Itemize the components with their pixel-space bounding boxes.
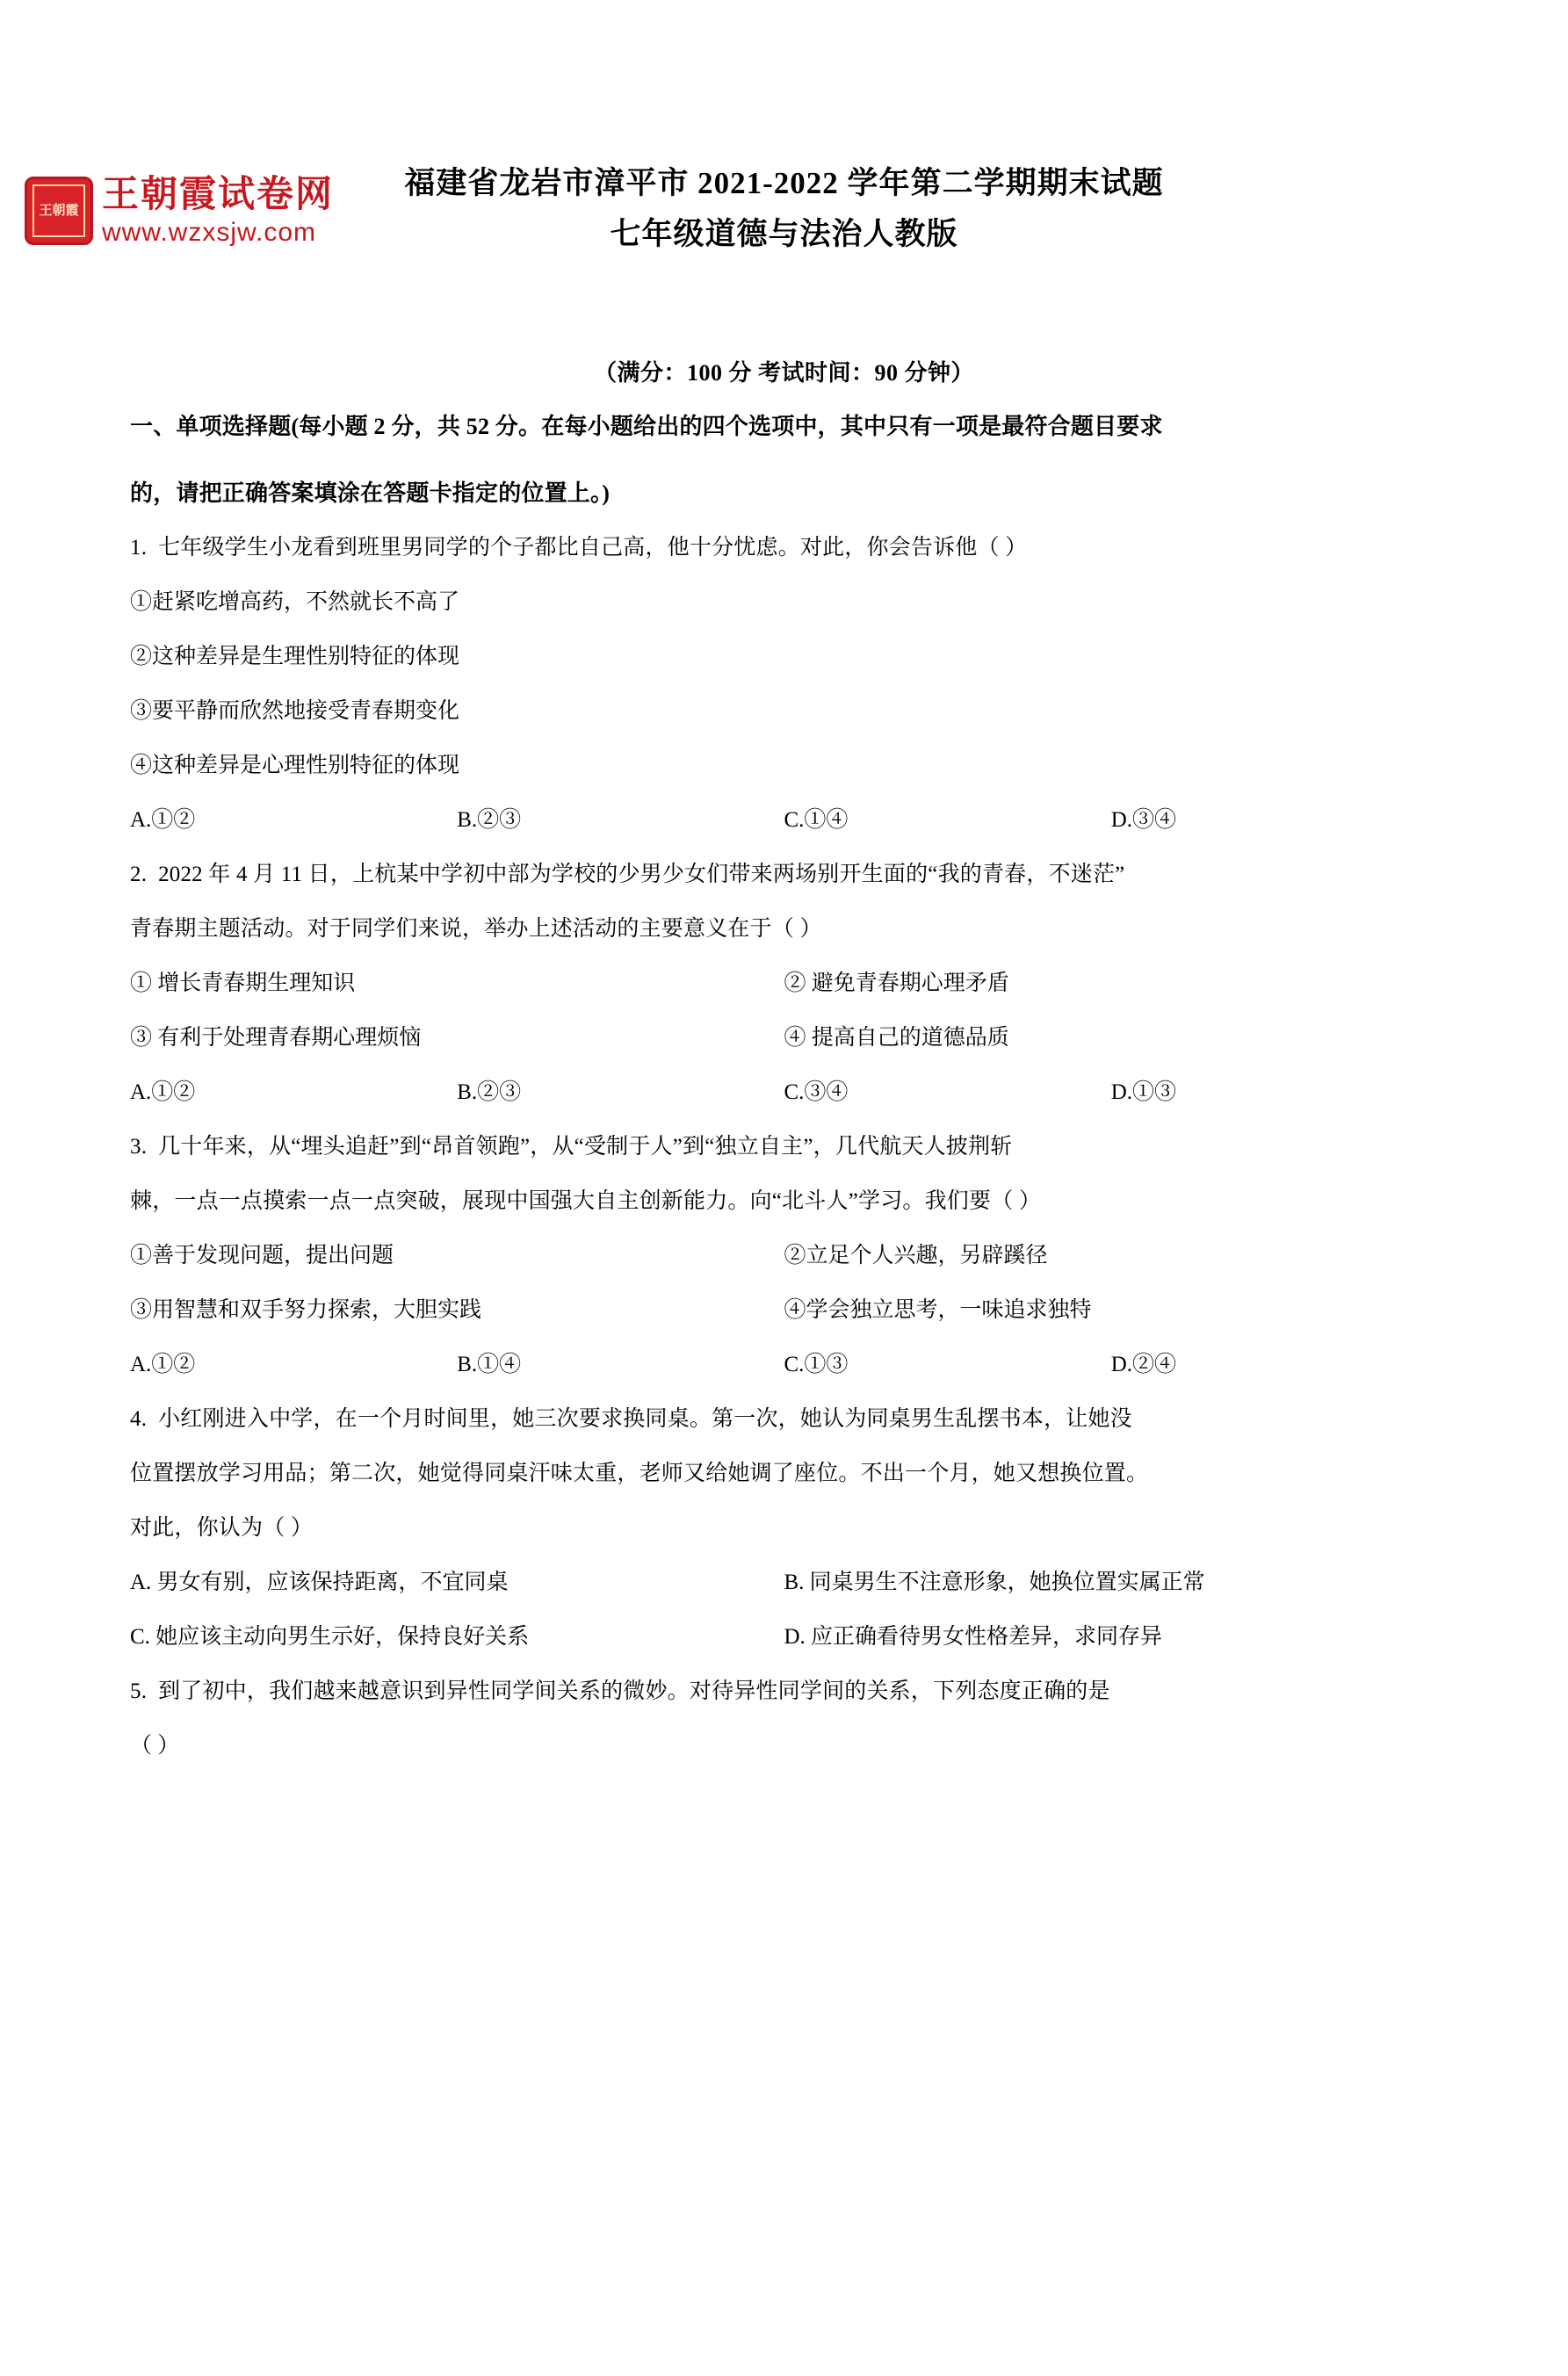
question-5-stem: [130, 1665, 1438, 1719]
exam-meta: （满分：100 分 考试时间：90 分钟）: [593, 360, 974, 386]
question-4-choice-c[interactable]: C. 她应该主动向男生示好，保持良好关系: [130, 1625, 530, 1649]
question-1-choices: [130, 793, 1438, 848]
question-1-text: 七年级学生小龙看到班里男同学的个子都比自己高，他十分忧虑。对此，你会告诉他（ ）: [158, 536, 1028, 560]
page-title-line1: 福建省龙岩市漳平市 2021-2022 学年第二学期期末试题: [404, 166, 1164, 200]
question-2-number: 2.: [130, 863, 148, 886]
question-2-statements-row2: [130, 1011, 1438, 1065]
question-3-statement-3: ③用智慧和双手努力探索，大胆实践: [130, 1298, 482, 1322]
question-2-statement-1: ① 增长青春期生理知识: [130, 971, 356, 995]
question-2-statements-row1: [130, 957, 1438, 1011]
section-heading-line1: 一、单项选择题(每小题 2 分，共 52 分。在每小题给出的四个选项中，其中只有一项是最符合题目要求: [130, 414, 1163, 439]
question-4-number: 4.: [130, 1407, 148, 1431]
section-heading-line2: 的，请把正确答案填涂在答题卡指定的位置上。): [130, 480, 611, 506]
question-4-choice-b[interactable]: B. 同桌男生不注意形象，她换位置实属正常: [784, 1571, 1205, 1594]
logo-text-wrap: [102, 174, 334, 248]
question-5-number: 5.: [130, 1679, 148, 1703]
question-2-choices: [130, 1065, 1438, 1120]
question-5-text-line2: （ ）: [130, 1734, 180, 1758]
question-2-stem: [130, 848, 1438, 902]
question-4-stem: [130, 1392, 1438, 1447]
question-1-choice-d[interactable]: D.③④: [1110, 808, 1177, 832]
question-3-choice-d[interactable]: D.②④: [1110, 1353, 1177, 1376]
site-logo: [25, 174, 334, 248]
question-3-text-line1: 几十年来，从“埋头追赶”到“昂首领跑”，从“受制于人”到“独立自主”，几代航天人披荆斩: [158, 1135, 1013, 1159]
question-2-text-line2: 青春期主题活动。对于同学们来说，举办上述活动的主要意义在于（ ）: [130, 917, 822, 941]
question-1-statement-3: ③要平静而欣然地接受青春期变化: [130, 699, 460, 723]
question-3-statements-row2: [130, 1283, 1438, 1338]
question-2-statement-2: ② 避免青春期心理矛盾: [784, 971, 1009, 995]
page-title-line2: 七年级道德与法治人教版: [610, 217, 958, 251]
question-3-text-line2: 棘，一点一点摸索一点一点突破，展现中国强大自主创新能力。向“北斗人”学习。我们要（ ）: [130, 1189, 1042, 1213]
question-5-text-line1: 到了初中，我们越来越意识到异性同学间关系的微妙。对待异性同学间的关系，下列态度正确的是: [158, 1679, 1110, 1703]
question-3-choice-c[interactable]: C.①③: [784, 1353, 849, 1376]
question-3-statement-2: ②立足个人兴趣，另辟蹊径: [784, 1244, 1048, 1267]
question-4-text-line3: 对此，你认为（ ）: [130, 1516, 314, 1540]
question-4-text-line2: 位置摆放学习用品；第二次，她觉得同桌汗味太重，老师又给她调了座位。不出一个月，她又想换位置。: [130, 1462, 1149, 1485]
question-4-text-line1: 小红刚进入中学，在一个月时间里，她三次要求换同桌。第一次，她认为同桌男生乱摆书本，让她没: [158, 1407, 1132, 1431]
question-3-choices: [130, 1338, 1438, 1392]
question-2-choice-a[interactable]: A.①②: [130, 1080, 196, 1104]
question-4-choice-d[interactable]: D. 应正确看待男女性格差异，求同存异: [784, 1625, 1163, 1649]
question-3-statements-row1: [130, 1229, 1438, 1283]
exam-paper-page: [0, 158, 1568, 2376]
question-3-statement-4: ④学会独立思考，一味追求独特: [784, 1298, 1092, 1322]
question-1-statement-2: ②这种差异是生理性别特征的体现: [130, 645, 460, 668]
question-2-choice-d[interactable]: D.①③: [1110, 1080, 1177, 1104]
question-3-stem: [130, 1120, 1438, 1174]
logo-url-text: www.wzxsjw.com: [102, 218, 317, 247]
logo-brand-text: 王朝霞试卷网: [102, 175, 335, 215]
question-1-choice-b[interactable]: B.②③: [457, 808, 522, 832]
question-2-statement-4: ④ 提高自己的道德品质: [784, 1026, 1009, 1050]
question-3-choice-b[interactable]: B.①④: [457, 1353, 522, 1376]
seal-icon: [25, 177, 93, 245]
question-4-choices-row2: [130, 1610, 1438, 1665]
question-2-choice-b[interactable]: B.②③: [457, 1080, 522, 1104]
question-2-text-line1: 2022 年 4 月 11 日，上杭某中学初中部为学校的少男少女们带来两场别开生面的“我的青春，不迷茫”: [158, 863, 1125, 886]
question-1-choice-a[interactable]: A.①②: [130, 808, 196, 832]
question-2-statement-3: ③ 有利于处理青春期心理烦恼: [130, 1026, 422, 1050]
question-3-choice-a[interactable]: A.①②: [130, 1353, 196, 1376]
question-4-choices-row1: [130, 1556, 1438, 1610]
seal-inner-text: 王朝霞: [33, 184, 85, 237]
question-1-statement-1: ①赶紧吃增高药，不然就长不高了: [130, 590, 460, 614]
question-1-stem: [130, 521, 1438, 575]
question-1-number: 1.: [130, 536, 148, 560]
question-3-statement-1: ①善于发现问题，提出问题: [130, 1244, 394, 1267]
question-2-choice-c[interactable]: C.③④: [784, 1080, 849, 1104]
question-1-statement-4: ④这种差异是心理性别特征的体现: [130, 754, 460, 777]
question-1-choice-c[interactable]: C.①④: [784, 808, 849, 832]
question-3-number: 3.: [130, 1135, 148, 1159]
question-4-choice-a[interactable]: A. 男女有别，应该保持距离，不宜同桌: [130, 1571, 509, 1594]
